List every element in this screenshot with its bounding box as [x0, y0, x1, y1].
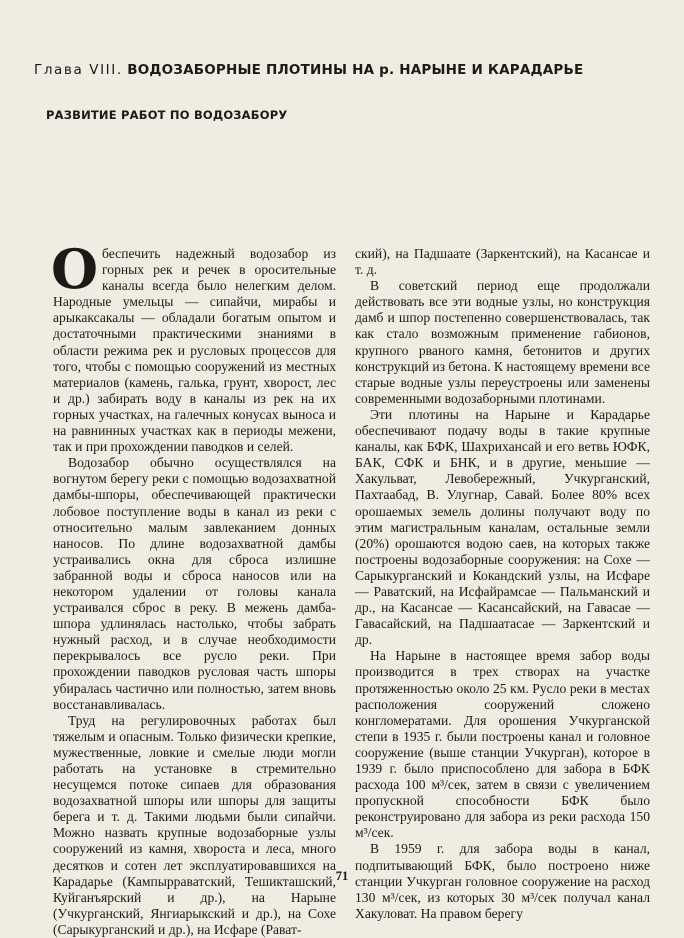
paragraph-continued: ский), на Падшаате (Заркентский), на Касансае и т. д. [355, 246, 650, 278]
paragraph-7: В 1959 г. для забора воды в канал, подпитывающий БФК, было построено ниже станции Учкурган головное сооружение на расход 130 м³/сек, из которых 30 м³/сек получал канал Хакуловат. На правом берегу [355, 841, 650, 921]
left-text-column [51, 237, 336, 938]
chapter-heading [34, 62, 654, 78]
paragraph-1-text: беспечить надежный водозабор из горных рек и речек в оросительные каналы всегда было нелегким делом. Народные умельцы — сипайчи, мирабы и арыкаксакалы — обладали богатым опытом и достаточными практическими знаниями в области режима рек и русловых процессов для того, чтобы с помощью сооружений из местных материалов (камень, галька, грунт, хворост, лес и др.) забирать воду в каналы из рек на их горных участках, на галечных конусах выноса и на равнинных участках как в периоды межени, так и при прохождении паводков и селей. [53, 246, 336, 455]
paragraph-1 [51, 237, 336, 455]
drop-cap: О [51, 237, 99, 301]
chapter-label: Глава VIII. [34, 62, 123, 78]
section-heading: РАЗВИТИЕ РАБОТ ПО ВОДОЗАБОРУ [46, 108, 288, 122]
page-number: 71 [335, 869, 349, 883]
paragraph-2: Водозабор обычно осуществлялся на вогнутом берегу реки с помощью водозахватной дамбы-шпоры, обеспечивающей практически лобовое поступление воды в канал из реки с относительно малым завлеканием донных наносов. По длине водозахватной дамбы устраивались окна для сброса излишне забранной воды и сброса наносов или на некотором удалении от головы канала устраивался сброс в реку. В межень дамба-шпора удлинялась настолько, чтобы забрать нужный расход, и в случае необходимости перекрывалось все русло реки. При прохождении паводков русловая часть шпоры убиралась частично или полностью, затем вновь восстанавливалась. [53, 455, 336, 712]
paragraph-6: На Нарыне в настоящее время забор воды производится в трех створах на участке протяженностью около 25 км. Русло реки в местах расположения сооружений сложено конгломератами. Для орошения Учкурганской степи в 1935 г. были построены канал и головное сооружение (выше станции Учкурган), которое в 1939 г. было приспособлено для забора в БФК расхода 100 м³/сек, затем в связи с увеличением пропускной способности БФК было реконструировано для забора из реки расхода 150 м³/сек. [355, 648, 650, 841]
right-text-column [355, 246, 650, 922]
chapter-title: ВОДОЗАБОРНЫЕ ПЛОТИНЫ НА р. НАРЫНЕ И КАРАДАРЬЕ [127, 62, 584, 78]
paragraph-3: Труд на регулировочных работах был тяжелым и опасным. Только физически крепкие, мужественные, ловкие и смелые люди могли работать на установке в стремительно несущемся потоке сипаев для образования водозахватной шпоры или шпоры для защиты берега и т. д. Такими людьми были сипайчи. Можно назвать крупные водозаборные узлы сооружений из камня, хвороста и леса, много десятков и сотен лет эксплуатировавшихся на Карадарье (Кампырраватский, Тешикташский, Куйганъярский и др.), на Нарыне (Учкурганский, Янгиарыкский и др.), на Сохе (Сарыкурганский и др.), на Исфаре (Рават- [53, 712, 336, 937]
paragraph-4: В советский период еще продолжали действовать все эти водные узлы, но конструкция дамб и шпор постепенно совершенствовалась, так как стало возможным применение габионов, крупного рваного камня, бетонитов и других конструкций из бетона. К настоящему времени все старые водные узлы переустроены или заменены современными водозаборными плотинами. [355, 278, 650, 406]
paragraph-5: Эти плотины на Нарыне и Карадарье обеспечивают подачу воды в такие крупные каналы, как БФК, Шахрихансай и его ветвь ЮФК, БАК, СФК и БНК, и в другие, меньшие — Хакульват, Левобережный, Учкурганский, Пахтаабад, В. Улугнар, Савай. Более 80% всех орошаемых земель долины получают воду по этим магистральным каналам, остальные земли (20%) орошаются водою саев, на которых также построены водозаборные сооружения: на Сохе — Сарыкурганский и Кокандский узлы, на Исфаре — Раватский, на Исфайрамсае — Пальманский и др., на Касансае — Касансайский, на Гавасае — Гавасайский, на Падшаатасае — Заркентский и др. [355, 406, 650, 648]
